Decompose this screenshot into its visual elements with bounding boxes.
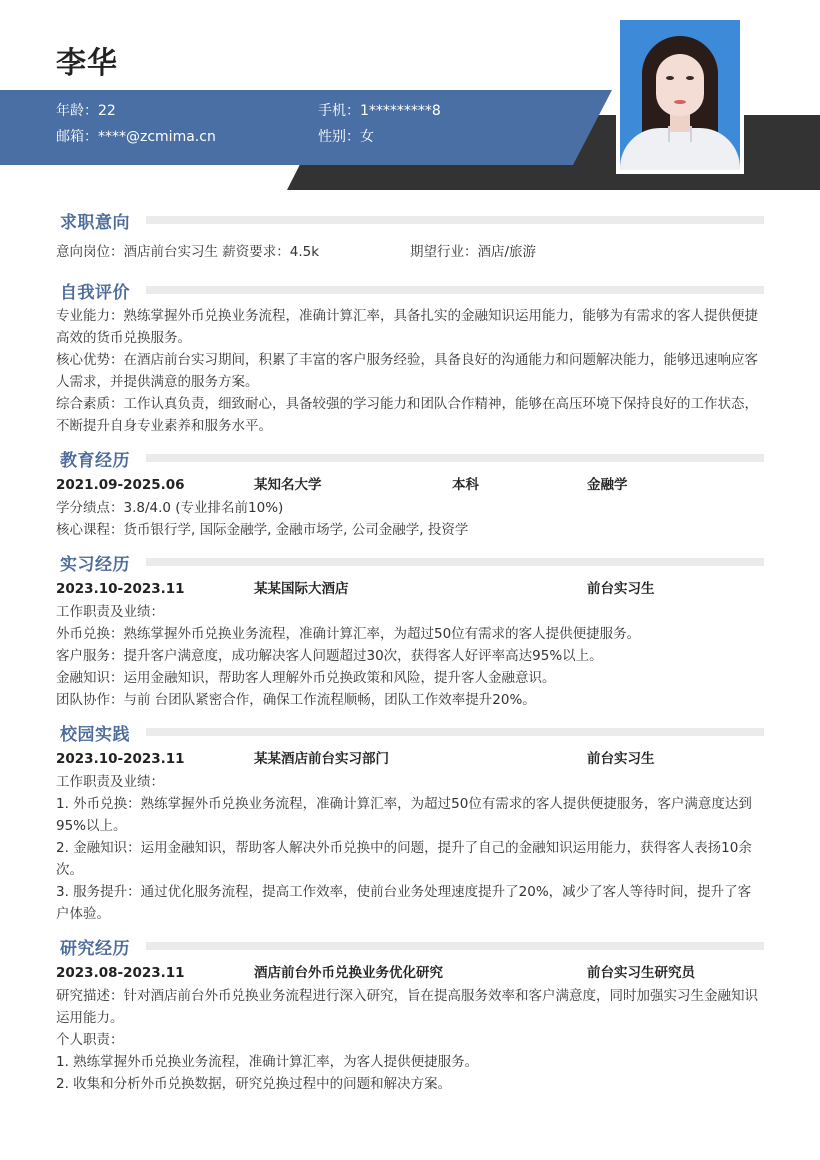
age-value: 22: [98, 103, 116, 119]
self-eval-line: 专业能力：熟练掌握外币兑换业务流程，准确计算汇率，具备扎实的金融知识运用能力，能够为有需求的客人提供便捷高效的货币兑换服务。: [56, 308, 758, 346]
internship-line: 外币兑换：熟练掌握外币兑换业务流程，准确计算汇率，为超过50位有需求的客人提供便捷服务。: [56, 626, 641, 642]
section-divider-bar: [146, 454, 764, 462]
candidate-name: 李华: [56, 46, 118, 81]
research-line: 研究描述：针对酒店前台外币兑换业务流程进行深入研究，旨在提高服务效率和客户满意度，同时加强实习生金融知识运用能力。: [56, 988, 758, 1026]
section-title: 校园实践: [60, 724, 130, 745]
research-project: 酒店前台外币兑换业务优化研究: [254, 965, 443, 981]
age-label: 年龄：: [56, 103, 98, 119]
internship-line: 客户服务：提升客户满意度，成功解决客人问题超过30次，获得客人好评率高达95%以上。: [56, 648, 603, 664]
campus-line: 工作职责及业绩：: [56, 774, 164, 790]
internship-date: 2023.10-2023.11: [56, 581, 185, 597]
profile-photo: [620, 20, 740, 170]
education-summary-row: [56, 473, 764, 497]
intent-industry: 期望行业：酒店/旅游: [410, 244, 537, 260]
internship-line: 工作职责及业绩：: [56, 604, 164, 620]
campus-line: 2. 金融知识：运用金融知识，帮助客人解决外币兑换中的问题，提升了自己的金融知识运用能力，获得客人表扬10余次。: [56, 840, 752, 878]
intent-row: [56, 235, 764, 271]
email-label: 邮箱：: [56, 129, 98, 145]
education-line: 学分绩点：3.8/4.0 (专业排名前10%): [56, 500, 284, 516]
research-line: 2. 收集和分析外币兑换数据，研究兑换过程中的问题和解决方案。: [56, 1076, 452, 1092]
gender-label: 性别：: [318, 129, 360, 145]
section-header: [56, 717, 764, 747]
education-degree: 本科: [452, 477, 479, 493]
research-date: 2023.08-2023.11: [56, 965, 185, 981]
section-title: 教育经历: [60, 450, 130, 471]
internship-summary-row: [56, 577, 764, 601]
resume-header: [0, 0, 820, 200]
section-research: [56, 931, 764, 1095]
section-job-intent: [56, 205, 764, 271]
gender-field: [318, 127, 374, 147]
phone-value: 1*********8: [360, 103, 441, 119]
age-field: [56, 101, 116, 121]
section-header: [56, 205, 764, 235]
section-header: [56, 443, 764, 473]
section-internship: [56, 547, 764, 713]
email-value: ****@zcmima.cn: [98, 129, 216, 145]
section-title: 研究经历: [60, 938, 130, 959]
section-education: [56, 443, 764, 543]
internship-role: 前台实习生: [587, 581, 655, 597]
education-major: 金融学: [587, 477, 628, 493]
education-school: 某知名大学: [254, 477, 322, 493]
section-divider-bar: [146, 286, 764, 294]
self-eval-line: 综合素质：工作认真负责，细致耐心，具备较强的学习能力和团队合作精神，能够在高压环境下保持良好的工作状态，不断提升自身专业素养和服务水平。: [56, 396, 758, 434]
section-header: [56, 931, 764, 961]
campus-summary-row: [56, 747, 764, 771]
education-line: 核心课程：货币银行学, 国际金融学, 金融市场学, 公司金融学, 投资学: [56, 522, 469, 538]
self-eval-line: 核心优势：在酒店前台实习期间，积累了丰富的客户服务经验，具备良好的沟通能力和问题解决能力，能够迅速响应客人需求，并提供满意的服务方案。: [56, 352, 758, 390]
research-line: 1. 熟练掌握外币兑换业务流程，准确计算汇率，为客人提供便捷服务。: [56, 1054, 479, 1070]
section-campus-practice: [56, 717, 764, 927]
section-divider-bar: [146, 942, 764, 950]
campus-role: 前台实习生: [587, 751, 655, 767]
campus-line: 1. 外币兑换：熟练掌握外币兑换业务流程，准确计算汇率，为超过50位有需求的客人提供便捷服务，客户满意度达到95%以上。: [56, 796, 752, 834]
research-line: 个人职责：: [56, 1032, 124, 1048]
section-divider-bar: [146, 558, 764, 566]
gender-value: 女: [360, 129, 374, 145]
campus-date: 2023.10-2023.11: [56, 751, 185, 767]
research-role: 前台实习生研究员: [587, 965, 695, 981]
campus-line: 3. 服务提升：通过优化服务流程，提高工作效率，使前台业务处理速度提升了20%，减少了客人等待时间，提升了客户体验。: [56, 884, 752, 922]
section-header: [56, 275, 764, 305]
internship-line: 金融知识：运用金融知识，帮助客人理解外币兑换政策和风险，提升客人金融意识。: [56, 670, 556, 686]
section-header: [56, 547, 764, 577]
section-title: 求职意向: [60, 212, 130, 233]
section-divider-bar: [146, 728, 764, 736]
intent-position: 意向岗位：酒店前台实习生 薪资要求：4.5k: [56, 244, 320, 260]
profile-photo-frame: [616, 16, 744, 174]
email-field: [56, 127, 216, 147]
internship-company: 某某国际大酒店: [254, 581, 349, 597]
phone-field: [318, 101, 441, 121]
section-title: 实习经历: [60, 554, 130, 575]
internship-line: 团队协作：与前 台团队紧密合作，确保工作流程顺畅，团队工作效率提升20%。: [56, 692, 536, 708]
campus-org: 某某酒店前台实习部门: [254, 751, 389, 767]
section-title: 自我评价: [60, 282, 130, 303]
research-summary-row: [56, 961, 764, 985]
section-divider-bar: [146, 216, 764, 224]
resume-body: [56, 205, 764, 1099]
section-self-evaluation: [56, 275, 764, 439]
education-date: 2021.09-2025.06: [56, 477, 185, 493]
phone-label: 手机：: [318, 103, 360, 119]
